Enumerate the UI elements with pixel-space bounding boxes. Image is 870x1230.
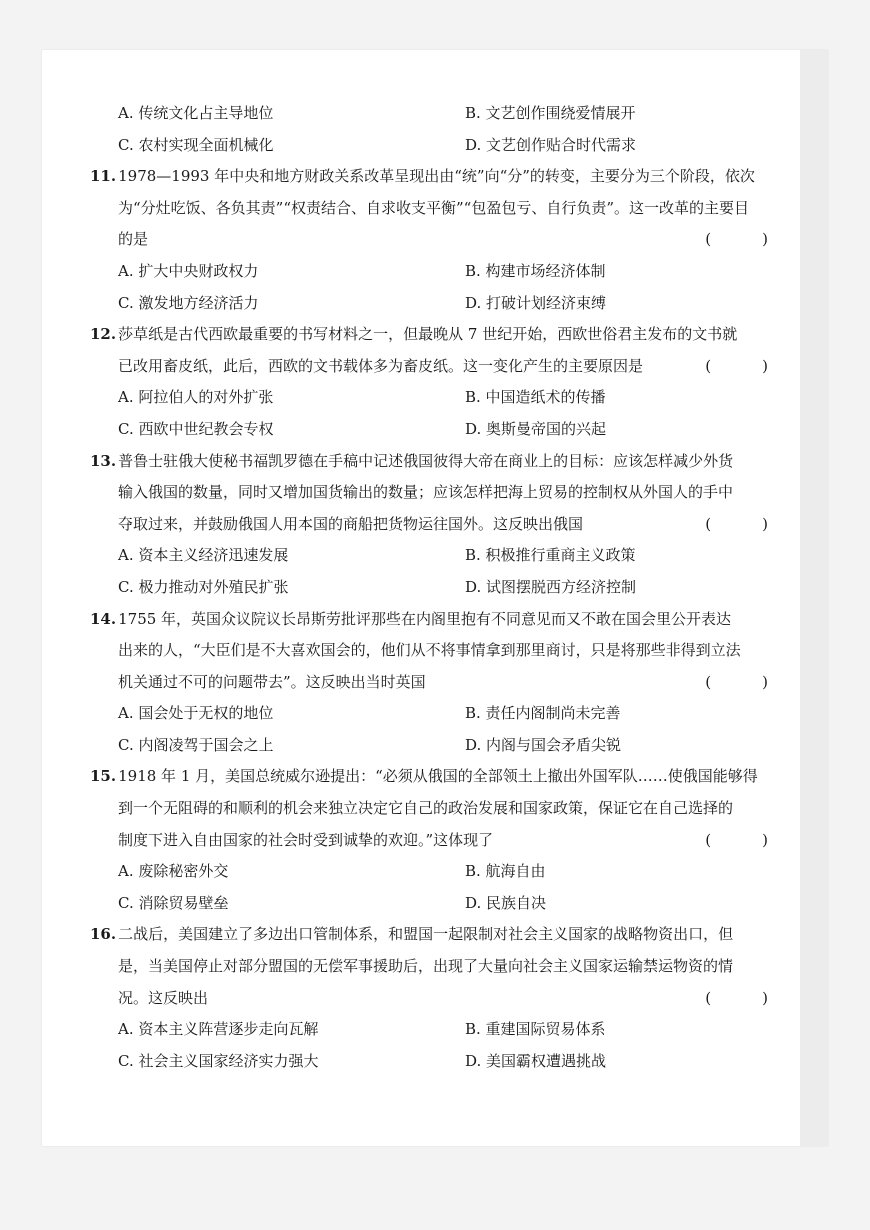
question-text-line: 制度下进入自由国家的社会时受到诚挚的欢迎。”这体现了 [118,830,494,849]
question-13 [90,446,790,604]
question-text-line: 的是 [118,230,149,249]
option-d: D. 打破计划经济束缚 [465,293,607,312]
question-options [90,698,790,761]
answer-blank: ( ) [705,514,786,533]
question-text-line: 输入俄国的数量，同时又增加国货输出的数量；应该怎样把海上贸易的控制权从外国人的手中 [118,483,734,502]
question-11 [90,161,790,319]
option-a: A. 国会处于无权的地位 [118,704,274,723]
question-text-line: 出来的人，“大臣们是不大喜欢国会的，他们从不将事情拿到那里商讨，只是将那些非得到立法 [118,641,741,660]
option-b: B. 积极推行重商主义政策 [465,546,636,565]
question-text-line: 况。这反映出 [118,988,209,1007]
question-text-line: 莎草纸是古代西欧最重要的书写材料之一，但最晚从 7 世纪开始，西欧世俗君主发布的文书就 [118,325,738,344]
option-c: C. 激发地方经济活力 [118,293,259,312]
question-number: 11. [90,167,117,186]
question-text-line: 二战后，美国建立了多边出口管制体系，和盟国一起限制对社会主义国家的战略物资出口，但 [118,925,734,944]
option-a: A. 传统文化占主导地位 [118,104,274,122]
question-text-line: 1978—1993 年中央和地方财政关系改革呈现出由“统”向“分”的转变，主要分为三个阶段，依次 [118,167,755,186]
question-number: 15. [90,767,117,786]
page-edge-shadow [800,50,828,1146]
option-d: D. 奥斯曼帝国的兴起 [465,419,607,438]
option-a: A. 扩大中央财政权力 [118,261,259,280]
option-a: A. 废除秘密外交 [118,862,229,881]
question-text-line: 到一个无阻碍的和顺利的机会来独立决定它自己的政治发展和国家政策，保证它在自己选择的 [118,799,734,818]
option-b: B. 构建市场经济体制 [465,261,606,280]
question-number: 12. [90,325,117,344]
question-text-line: 1918 年 1 月，美国总统威尔逊提出：“必须从俄国的全部领土上撤出外国军队……使俄国能够得 [118,767,758,786]
question-text-line: 已改用畜皮纸，此后，西欧的文书载体多为畜皮纸。这一变化产生的主要原因是 [118,356,644,375]
option-a: A. 阿拉伯人的对外扩张 [118,388,274,407]
option-b: B. 责任内阁制尚未完善 [465,704,621,723]
question-options [90,382,790,445]
option-d: D. 美国霸权遭遇挑战 [465,1051,607,1070]
answer-blank: ( ) [705,988,786,1007]
option-c: C. 极力推动对外殖民扩张 [118,577,289,596]
answer-blank: ( ) [705,356,786,375]
option-b: B. 航海自由 [465,862,546,881]
question-text-line: 为“分灶吃饭、各负其责”“权责结合、自求收支平衡”“包盈包亏、自行负责”。这一改革的主要目 [118,198,750,217]
option-d: D. 文艺创作贴合时代需求 [465,135,637,154]
question-options [90,856,790,919]
option-c: C. 消除贸易壁垒 [118,893,229,912]
question-number: 16. [90,925,117,944]
option-d: D. 内阁与国会矛盾尖锐 [465,735,622,754]
answer-blank: ( ) [705,672,786,691]
question-text-line: 夺取过来，并鼓励俄国人用本国的商船把货物运往国外。这反映出俄国 [118,514,584,533]
question-options [90,540,790,603]
prev-question-options [90,98,790,161]
question-14 [90,604,790,762]
question-text-line: 普鲁士驻俄大使秘书福凯罗德在手稿中记述俄国彼得大帝在商业上的目标：应该怎样减少外货 [118,451,734,470]
answer-blank: ( ) [705,830,786,849]
question-options [90,1014,790,1077]
option-c: C. 农村实现全面机械化 [118,135,274,154]
answer-blank: ( ) [705,230,786,249]
option-a: A. 资本主义经济迅速发展 [118,546,289,565]
question-16 [90,919,790,1077]
option-c: C. 西欧中世纪教会专权 [118,419,274,438]
option-a: A. 资本主义阵营逐步走向瓦解 [118,1020,319,1039]
option-c: C. 社会主义国家经济实力强大 [118,1051,319,1070]
question-12 [90,319,790,445]
option-b: B. 重建国际贸易体系 [465,1020,606,1039]
option-b: B. 中国造纸术的传播 [465,388,606,407]
exam-content [90,98,790,1077]
question-15 [90,761,790,919]
question-text-line: 是，当美国停止对部分盟国的无偿军事援助后，出现了大量向社会主义国家运输禁运物资的情 [118,957,734,976]
question-text-line: 机关通过不可的问题带去”。这反映出当时英国 [118,672,426,691]
option-c: C. 内阁凌驾于国会之上 [118,735,274,754]
question-text-line: 1755 年，英国众议院议长昂斯劳批评那些在内阁里抱有不同意见而又不敢在国会里公开表达 [118,609,732,628]
option-d: D. 试图摆脱西方经济控制 [465,577,637,596]
question-options [90,256,790,319]
option-d: D. 民族自决 [465,893,547,912]
question-number: 13. [90,451,117,470]
option-b: B. 文艺创作围绕爱情展开 [465,104,636,122]
question-number: 14. [90,609,117,628]
